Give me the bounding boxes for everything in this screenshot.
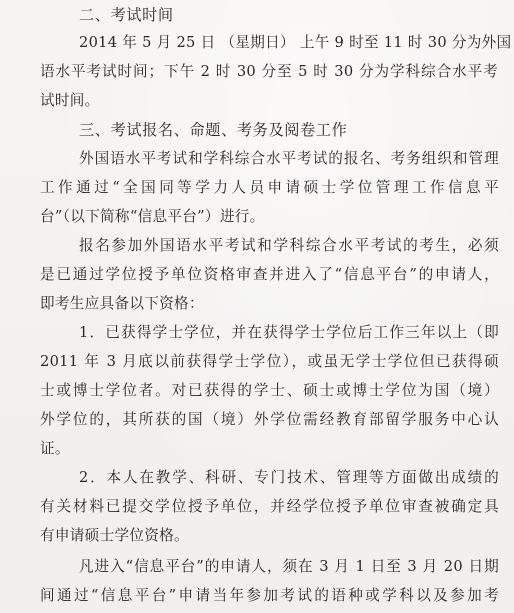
section-2-line-2: 语水平考试时间；下午 2 时 30 分至 5 时 30 分为学科综合水平考 bbox=[40, 63, 498, 80]
section-3-para-1-line-2: 工作通过“全国同等学力人员申请硕士学位管理工作信息平 bbox=[40, 179, 499, 196]
item-1-line-3: 士或博士学位者。对已获得的学士、硕士或博士学位为国（境） bbox=[40, 382, 499, 399]
section-2-line-3: 试时间。 bbox=[40, 92, 100, 109]
section-3-para-2-line-3: 即考生应具备以下资格： bbox=[40, 295, 204, 312]
section-2-heading: 二、考试时间 bbox=[79, 6, 174, 24]
item-2-line-3: 有申请硕士学位资格。 bbox=[40, 527, 189, 544]
item-1-line-1: 1．已获得学士学位，并在获得学士学位后工作三年以上（即 bbox=[79, 324, 499, 341]
item-2-line-2: 有关材料已提交学位授予单位，并经学位授予单位审查被确定具 bbox=[40, 498, 499, 515]
section-2-line-1: 2014 年 5 月 25 日 （星期日） 上午 9 时至 11 时 30 分为外国 bbox=[79, 34, 512, 51]
item-1-line-4: 外学位的，其所获的国（境）外学位需经教育部留学服务中心认 bbox=[40, 411, 499, 428]
section-3-para-1-line-1: 外国语水平考试和学科综合水平考试的报名、考务组织和管理 bbox=[79, 150, 499, 167]
item-1-line-2: 2011 年 3 月底以前获得学士学位），或虽无学士学位但已获得硕 bbox=[40, 353, 499, 370]
item-1-line-5: 证。 bbox=[40, 440, 70, 457]
section-3-heading: 三、考试报名、命题、考务及阅卷工作 bbox=[79, 121, 348, 139]
final-para-line-2: 间通过“信息平台”申请当年参加考试的语种或学科以及参加考 bbox=[40, 587, 499, 604]
section-3-para-2-line-1: 报名参加外国语水平考试和学科综合水平考试的考生，必须 bbox=[79, 237, 499, 254]
item-2-line-1: 2．本人在教学、科研、专门技术、管理等方面做出成绩的 bbox=[79, 469, 499, 486]
section-3-para-1-line-3: 台”（以下简称“信息平台”）进行。 bbox=[40, 208, 265, 225]
section-3-para-2-line-2: 是已通过学位授予单位资格审查并进入了“信息平台”的申请人， bbox=[40, 266, 499, 283]
final-para-line-1: 凡进入“信息平台”的申请人，须在 3 月 1 日至 3 月 20 日期 bbox=[79, 558, 499, 575]
